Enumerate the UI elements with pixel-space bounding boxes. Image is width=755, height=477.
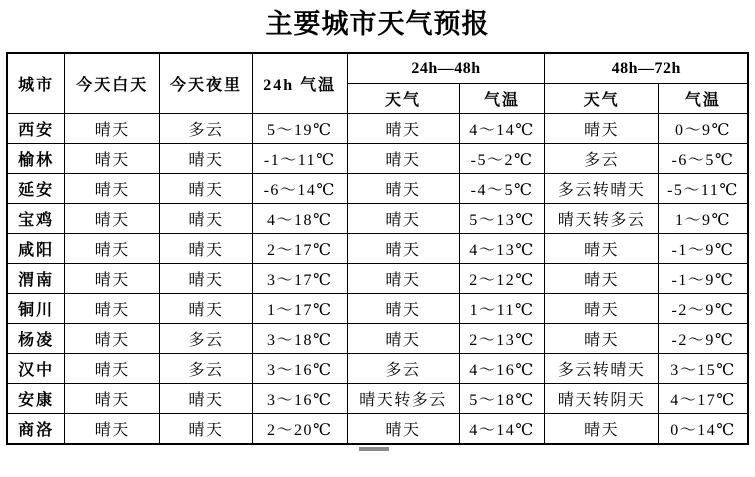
col-group-48h-72h: 48h—72h: [545, 53, 748, 84]
weather-24-48-cell: 晴天: [347, 144, 459, 174]
weather-48-72-cell: 晴天: [545, 414, 658, 445]
temp-48-72-cell: 0～9℃: [658, 114, 748, 144]
temp-48-72-cell: 4～17℃: [658, 384, 748, 414]
col-header-temp-24-48: 气温: [459, 84, 545, 114]
today-night-cell: 晴天: [160, 204, 253, 234]
table-row: [7, 114, 748, 144]
today-day-cell: 晴天: [65, 354, 160, 384]
weather-48-72-cell: 晴天: [545, 324, 658, 354]
temp-24h-cell: -6～14℃: [252, 174, 347, 204]
temp-48-72-cell: -1～9℃: [658, 264, 748, 294]
col-header-today-night: 今天夜里: [160, 53, 253, 114]
temp-48-72-cell: 3～15℃: [658, 354, 748, 384]
city-cell: 铜川: [7, 294, 65, 324]
today-night-cell: 晴天: [160, 384, 253, 414]
temp-24-48-cell: 4～14℃: [459, 114, 545, 144]
table-row: [7, 384, 748, 414]
today-night-cell: 晴天: [160, 264, 253, 294]
weather-forecast-table: [6, 52, 749, 445]
today-night-cell: 晴天: [160, 294, 253, 324]
today-night-cell: 多云: [160, 354, 253, 384]
weather-48-72-cell: 多云: [545, 144, 658, 174]
weather-24-48-cell: 晴天: [347, 174, 459, 204]
today-day-cell: 晴天: [65, 384, 160, 414]
city-cell: 宝鸡: [7, 204, 65, 234]
table-row: [7, 354, 748, 384]
weather-48-72-cell: 晴天转多云: [545, 204, 658, 234]
city-cell: 渭南: [7, 264, 65, 294]
table-row: [7, 234, 748, 264]
temp-24h-cell: -1～11℃: [252, 144, 347, 174]
today-night-cell: 晴天: [160, 144, 253, 174]
today-day-cell: 晴天: [65, 294, 160, 324]
temp-24h-cell: 3～17℃: [252, 264, 347, 294]
weather-24-48-cell: 晴天转多云: [347, 384, 459, 414]
today-night-cell: 晴天: [160, 174, 253, 204]
weather-24-48-cell: 多云: [347, 354, 459, 384]
page-title: 主要城市天气预报: [265, 9, 490, 40]
today-day-cell: 晴天: [65, 174, 160, 204]
temp-24-48-cell: 4～16℃: [459, 354, 545, 384]
weather-48-72-cell: 晴天转阴天: [545, 384, 658, 414]
city-cell: 安康: [7, 384, 65, 414]
city-cell: 商洛: [7, 414, 65, 445]
temp-48-72-cell: 0～14℃: [658, 414, 748, 445]
temp-48-72-cell: -1～9℃: [658, 234, 748, 264]
temp-24h-cell: 3～16℃: [252, 384, 347, 414]
temp-48-72-cell: -2～9℃: [658, 324, 748, 354]
city-cell: 汉中: [7, 354, 65, 384]
weather-48-72-cell: 多云转晴天: [545, 354, 658, 384]
today-day-cell: 晴天: [65, 414, 160, 445]
weather-48-72-cell: 多云转晴天: [545, 174, 658, 204]
temp-24h-cell: 1～17℃: [252, 294, 347, 324]
temp-24-48-cell: 5～18℃: [459, 384, 545, 414]
col-group-24h-48h: 24h—48h: [347, 53, 545, 84]
table-row: [7, 414, 748, 445]
temp-24h-cell: 3～18℃: [252, 324, 347, 354]
weather-48-72-cell: 晴天: [545, 294, 658, 324]
today-day-cell: 晴天: [65, 144, 160, 174]
today-day-cell: 晴天: [65, 204, 160, 234]
table-header: [7, 53, 748, 114]
temp-24-48-cell: -5～2℃: [459, 144, 545, 174]
temp-24-48-cell: 4～13℃: [459, 234, 545, 264]
temp-48-72-cell: -5～11℃: [658, 174, 748, 204]
city-cell: 延安: [7, 174, 65, 204]
col-header-today-day: 今天白天: [65, 53, 160, 114]
col-header-weather-24-48: 天气: [347, 84, 459, 114]
weather-24-48-cell: 晴天: [347, 324, 459, 354]
table-row: [7, 294, 748, 324]
city-cell: 榆林: [7, 144, 65, 174]
table-row: [7, 264, 748, 294]
table-row: [7, 324, 748, 354]
temp-48-72-cell: -2～9℃: [658, 294, 748, 324]
col-header-weather-48-72: 天气: [545, 84, 658, 114]
col-header-temp-48-72: 气温: [658, 84, 748, 114]
temp-24-48-cell: 4～14℃: [459, 414, 545, 445]
weather-24-48-cell: 晴天: [347, 294, 459, 324]
partial-cutoff-bar: [359, 447, 389, 451]
table-row: [7, 144, 748, 174]
temp-24h-cell: 4～18℃: [252, 204, 347, 234]
temp-24h-cell: 2～17℃: [252, 234, 347, 264]
temp-24-48-cell: 2～12℃: [459, 264, 545, 294]
city-cell: 杨凌: [7, 324, 65, 354]
header-row-groups: [7, 53, 748, 84]
table-body: [7, 114, 748, 445]
weather-24-48-cell: 晴天: [347, 234, 459, 264]
temp-24-48-cell: 5～13℃: [459, 204, 545, 234]
city-cell: 西安: [7, 114, 65, 144]
today-night-cell: 多云: [160, 114, 253, 144]
today-night-cell: 晴天: [160, 234, 253, 264]
weather-24-48-cell: 晴天: [347, 114, 459, 144]
today-night-cell: 晴天: [160, 414, 253, 445]
temp-24-48-cell: 1～11℃: [459, 294, 545, 324]
weather-48-72-cell: 晴天: [545, 234, 658, 264]
temp-24-48-cell: 2～13℃: [459, 324, 545, 354]
temp-24h-cell: 2～20℃: [252, 414, 347, 445]
temp-24-48-cell: -4～5℃: [459, 174, 545, 204]
temp-24h-cell: 3～16℃: [252, 354, 347, 384]
weather-48-72-cell: 晴天: [545, 114, 658, 144]
weather-24-48-cell: 晴天: [347, 204, 459, 234]
weather-48-72-cell: 晴天: [545, 264, 658, 294]
table-row: [7, 174, 748, 204]
city-cell: 咸阳: [7, 234, 65, 264]
today-day-cell: 晴天: [65, 114, 160, 144]
col-header-city: 城市: [7, 53, 65, 114]
temp-24h-cell: 5～19℃: [252, 114, 347, 144]
today-day-cell: 晴天: [65, 264, 160, 294]
table-row: [7, 204, 748, 234]
temp-48-72-cell: 1～9℃: [658, 204, 748, 234]
weather-24-48-cell: 晴天: [347, 264, 459, 294]
today-day-cell: 晴天: [65, 234, 160, 264]
today-day-cell: 晴天: [65, 324, 160, 354]
weather-24-48-cell: 晴天: [347, 414, 459, 445]
col-header-temp-24h: 24h 气温: [252, 53, 347, 114]
temp-48-72-cell: -6～5℃: [658, 144, 748, 174]
today-night-cell: 多云: [160, 324, 253, 354]
